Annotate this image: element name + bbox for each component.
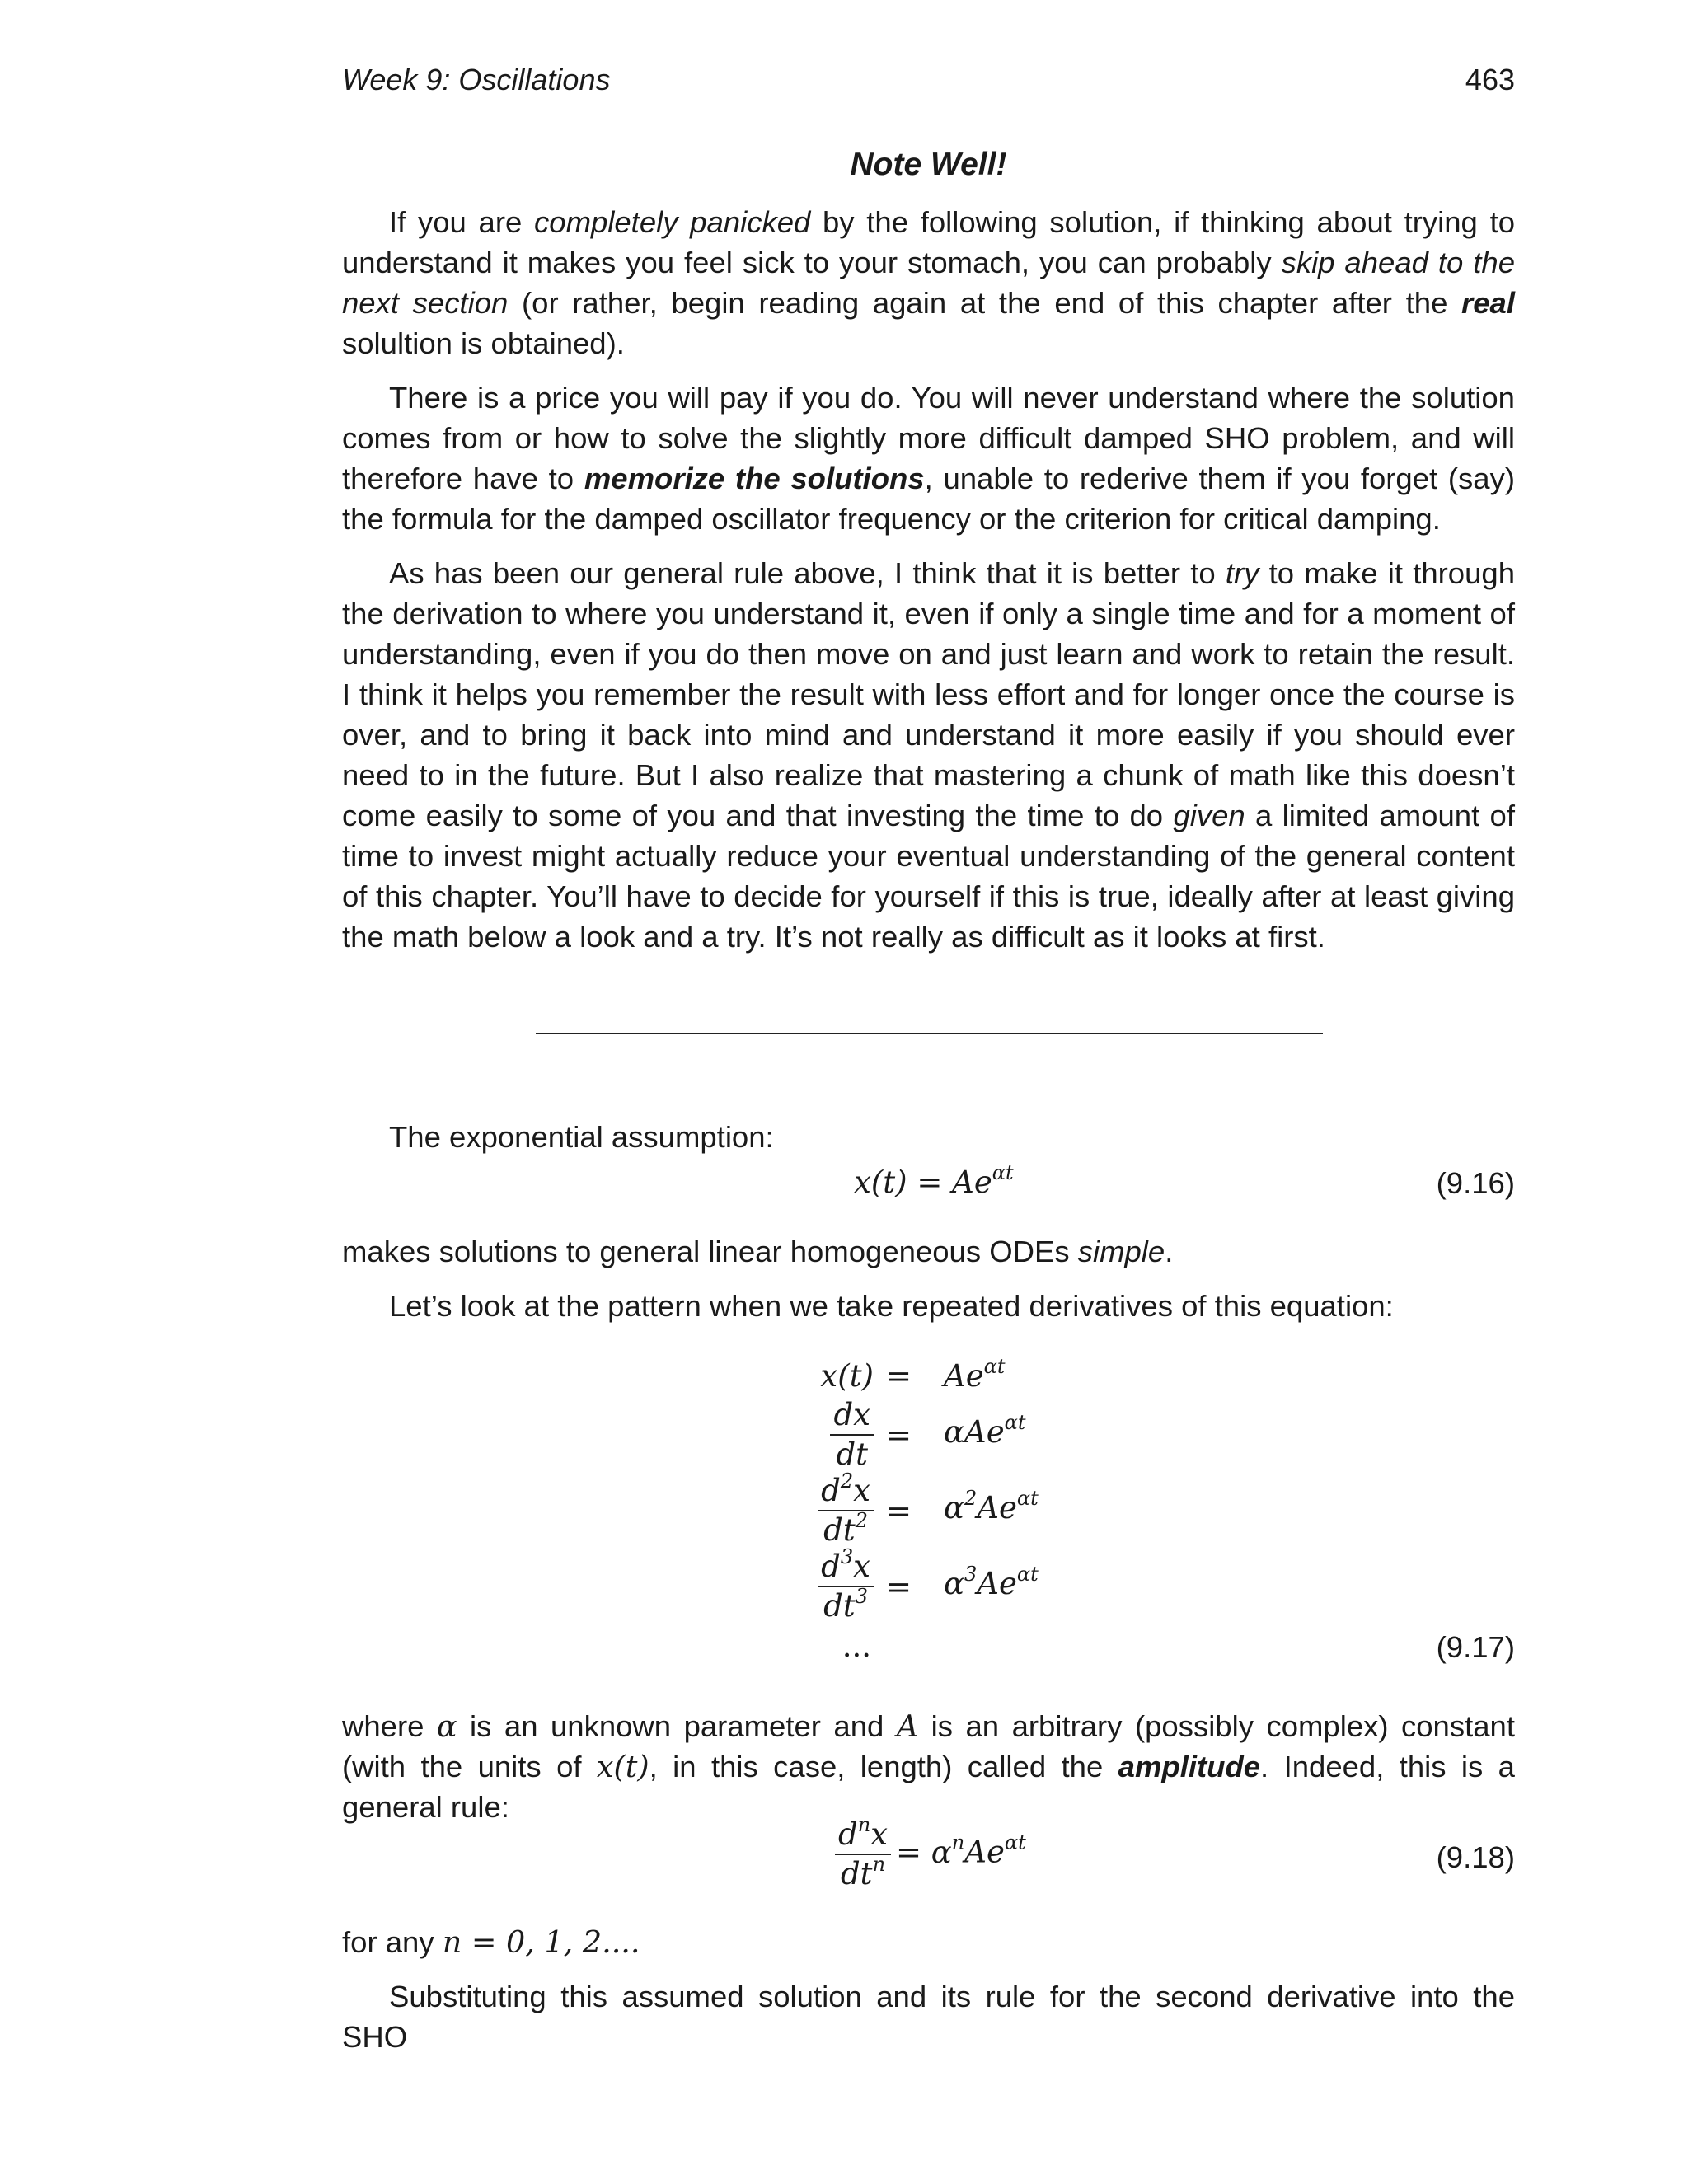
- after-eq-9-16: [342, 1231, 1515, 1326]
- equation-9-17-number-line: [342, 1630, 1515, 1680]
- running-title: Week 9: Oscillations: [342, 63, 611, 96]
- note-paragraph-2: There is a price you will pay if you do. You will never understand where the solution comes from or how to solve the slightly more difficult damped SHO problem, and will therefore have to memorize the solutions, unable to rederive them if you forget (say) the formula for the damped oscillator frequency or the criterion for critical damping.: [342, 381, 1515, 536]
- equation-9-18-body: $\frac{d^nx}{dt^n}$ = $\alpha^nAe^{\alpha t}$: [835, 1817, 1026, 1891]
- pattern-text: Let’s look at the pattern when we take repeated derivatives of this equation:: [389, 1289, 1394, 1323]
- closing-block: [342, 1922, 1515, 2057]
- intro-text: The exponential assumption:: [389, 1120, 774, 1154]
- intro-block: [342, 1117, 1515, 1157]
- where-text: where α is an unknown parameter and A is an arbitrary (possibly complex) constant (with the units of x(t), in this case, length) called the amplitude. Indeed, this is a general rule:: [342, 1708, 1515, 1824]
- note-paragraph-1: If you are completely panicked by the following solution, if thinking about trying to understand it makes you feel sick to your stomach, you can probably skip ahead to the next section (or rather, begin reading again at the end of this chapter after the real solultion is obtained).: [342, 205, 1516, 360]
- derivative-row: ...: [842, 1629, 871, 1664]
- equation-9-18: [342, 1813, 1515, 1900]
- derivative-row: $\frac{dx}{dt}$ = αAe$^{\alpha t}$: [791, 1398, 1121, 1472]
- note-paragraph-3: As has been our general rule above, I think that it is better to try to make it through the derivation to where you understand it, even if only a single time and for a moment of understanding, even if you do then move on and just learn and work to retain the result. I think it helps you remember the result with less effort and for longer once the course is over, and to bring it back into mind and understand it more easily if you should ever need to in the future. But I also realize that mastering a chunk of math like this doesn’t come easily to some of you and that investing the time to do given a limited amount of time to invest might actually reduce your eventual understanding of the general content of this chapter. You’ll have to decide for yourself if this is true, ideally after at least giving the math below a look and a try. It’s not really as difficult as it looks at first.: [342, 556, 1515, 954]
- equation-number: (9.17): [1436, 1630, 1515, 1664]
- where-block: [342, 1706, 1515, 1827]
- for-any-text: for any n = 0, 1, 2....: [342, 1924, 640, 1960]
- after-eq-text: makes solutions to general linear homogeneous ODEs simple.: [342, 1235, 1174, 1268]
- equation-number: (9.18): [1436, 1840, 1515, 1874]
- equation-9-16: [342, 1161, 1515, 1214]
- page-number: 463: [1465, 63, 1515, 96]
- derivative-row: $\frac{d^2x}{dt^2}$ = $\alpha^2Ae^{\alpha t}$: [791, 1474, 1121, 1548]
- note-title: Note Well!: [850, 147, 1007, 182]
- running-header: [342, 63, 1515, 104]
- substitution-text: Substituting this assumed solution and its rule for the second derivative into the SHO: [342, 1980, 1515, 2054]
- equation-number: (9.16): [1436, 1166, 1515, 1200]
- section-divider: [536, 1033, 1323, 1034]
- note-box: [342, 202, 1515, 957]
- derivative-row: $\frac{d^3x}{dt^3}$ = $\alpha^3Ae^{\alpha t}$: [791, 1549, 1121, 1624]
- equation-9-16-body: $x(t) = Ae^{\alpha t}$: [854, 1161, 1014, 1200]
- derivative-row: x(t) = $Ae^{\alpha t}$: [820, 1355, 1006, 1394]
